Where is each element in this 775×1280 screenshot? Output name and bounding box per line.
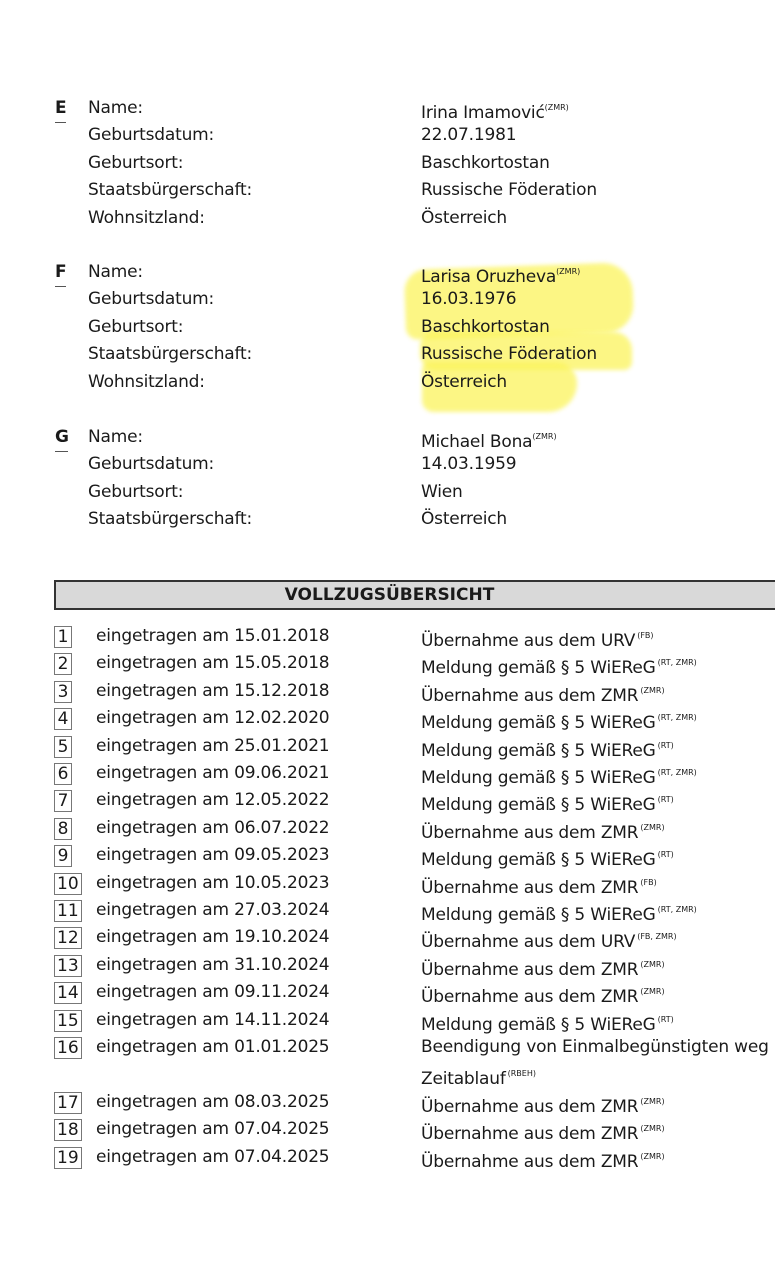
entry-number: 6 xyxy=(54,763,72,785)
field-value-text: Baschkortostan xyxy=(421,153,550,173)
field-value xyxy=(421,454,516,474)
field-value xyxy=(421,262,580,287)
entry-number: 17 xyxy=(54,1092,82,1114)
entry-description xyxy=(421,873,657,898)
entry-date: eingetragen am 14.11.2024 xyxy=(96,1010,330,1030)
entry-number: 11 xyxy=(54,900,82,922)
field-value xyxy=(421,317,550,337)
entry-description-continued xyxy=(421,1064,536,1089)
entry-number: 19 xyxy=(54,1147,82,1169)
entry-date: eingetragen am 07.04.2025 xyxy=(96,1119,330,1139)
entry-date: eingetragen am 08.03.2025 xyxy=(96,1092,330,1112)
entry-date: eingetragen am 01.01.2025 xyxy=(96,1037,330,1057)
source-note: (ZMR) xyxy=(556,267,581,276)
field-value-text: Baschkortostan xyxy=(421,317,550,337)
entry-description-text: Übernahme aus dem ZMR xyxy=(421,823,639,843)
entry-description xyxy=(421,818,665,843)
field-label: Geburtsdatum: xyxy=(88,289,215,309)
entry-description xyxy=(421,790,674,815)
entry-description-text: Übernahme aus dem ZMR xyxy=(421,1097,639,1117)
entry-description xyxy=(421,1092,665,1117)
entry-description xyxy=(421,955,665,980)
source-note: (ZMR) xyxy=(640,686,665,695)
field-value-text: Österreich xyxy=(421,208,507,228)
source-note: (RT, ZMR) xyxy=(657,658,697,667)
entry-date: eingetragen am 09.11.2024 xyxy=(96,982,330,1002)
entry-description xyxy=(421,763,697,788)
entry-description-text: Übernahme aus dem ZMR xyxy=(421,1152,639,1172)
entry-description-text: Meldung gemäß § 5 WiEReG xyxy=(421,1015,656,1035)
vollzug-header xyxy=(54,580,775,610)
entry-description-text: Zeitablauf xyxy=(421,1069,506,1089)
source-note: (ZMR) xyxy=(640,823,665,832)
source-note: (ZMR) xyxy=(544,103,569,112)
entry-description-text: Meldung gemäß § 5 WiEReG xyxy=(421,741,656,761)
field-label: Staatsbürgerschaft: xyxy=(88,509,252,529)
source-note: (ZMR) xyxy=(640,1152,665,1161)
entry-number: 2 xyxy=(54,653,72,675)
field-value xyxy=(421,372,507,392)
person-letter: G xyxy=(55,427,69,447)
field-value-text: 16.03.1976 xyxy=(421,289,517,309)
field-value xyxy=(421,208,507,228)
entry-number: 10 xyxy=(54,873,82,895)
entry-description xyxy=(421,900,697,925)
entry-description-text: Übernahme aus dem ZMR xyxy=(421,686,639,706)
entry-date: eingetragen am 15.01.2018 xyxy=(96,626,330,646)
source-note: (ZMR) xyxy=(532,432,557,441)
person-letter: E xyxy=(55,98,67,118)
field-label: Name: xyxy=(88,262,143,282)
source-note: (RT) xyxy=(657,741,674,750)
source-note: (FB) xyxy=(637,631,654,640)
field-value-text: Wien xyxy=(421,482,463,502)
entry-number: 16 xyxy=(54,1037,82,1059)
entry-number: 18 xyxy=(54,1119,82,1141)
field-value xyxy=(421,125,516,145)
entry-date: eingetragen am 31.10.2024 xyxy=(96,955,330,975)
field-label: Geburtsdatum: xyxy=(88,454,215,474)
entry-description-text: Übernahme aus dem URV xyxy=(421,932,636,952)
source-note: (RT, ZMR) xyxy=(657,713,697,722)
entry-date: eingetragen am 07.04.2025 xyxy=(96,1147,330,1167)
field-label: Name: xyxy=(88,98,143,118)
person-letter: F xyxy=(55,262,67,282)
field-label: Geburtsort: xyxy=(88,482,184,502)
entry-number: 15 xyxy=(54,1010,82,1032)
entry-date: eingetragen am 25.01.2021 xyxy=(96,736,330,756)
entry-description xyxy=(421,1037,769,1057)
source-note: (ZMR) xyxy=(640,987,665,996)
field-value-text: 22.07.1981 xyxy=(421,125,517,145)
entry-description xyxy=(421,1119,665,1144)
field-value xyxy=(421,344,597,364)
field-value xyxy=(421,180,597,200)
entry-description-text: Übernahme aus dem ZMR xyxy=(421,878,639,898)
field-value-text: Österreich xyxy=(421,509,507,529)
entry-description-text: Übernahme aus dem ZMR xyxy=(421,1124,639,1144)
field-value xyxy=(421,482,463,502)
entry-date: eingetragen am 10.05.2023 xyxy=(96,873,330,893)
entry-date: eingetragen am 09.05.2023 xyxy=(96,845,330,865)
entry-description-text: Übernahme aus dem ZMR xyxy=(421,987,639,1007)
entry-number: 3 xyxy=(54,681,72,703)
field-label: Staatsbürgerschaft: xyxy=(88,344,252,364)
entry-description xyxy=(421,927,677,952)
entry-number: 13 xyxy=(54,955,82,977)
field-value xyxy=(421,509,507,529)
source-note: (RT) xyxy=(657,850,674,859)
source-note: (RT) xyxy=(657,795,674,804)
entry-date: eingetragen am 15.12.2018 xyxy=(96,681,330,701)
entry-date: eingetragen am 06.07.2022 xyxy=(96,818,330,838)
entry-number: 14 xyxy=(54,982,82,1004)
entry-date: eingetragen am 12.05.2022 xyxy=(96,790,330,810)
field-value xyxy=(421,289,516,309)
field-label: Wohnsitzland: xyxy=(88,208,205,228)
field-value xyxy=(421,98,569,123)
entry-description-text: Meldung gemäß § 5 WiEReG xyxy=(421,905,656,925)
source-note: (ZMR) xyxy=(640,960,665,969)
entry-date: eingetragen am 15.05.2018 xyxy=(96,653,330,673)
entry-date: eingetragen am 27.03.2024 xyxy=(96,900,330,920)
field-value-text: Irina Imamović xyxy=(421,103,545,123)
source-note: (RT, ZMR) xyxy=(657,768,697,777)
field-value-text: Österreich xyxy=(421,372,507,392)
source-note: (FB) xyxy=(640,878,657,887)
source-note: (ZMR) xyxy=(640,1097,665,1106)
entry-description-text: Meldung gemäß § 5 WiEReG xyxy=(421,713,656,733)
source-note: (RBEH) xyxy=(507,1069,536,1078)
entry-number: 9 xyxy=(54,845,72,867)
entry-date: eingetragen am 12.02.2020 xyxy=(96,708,330,728)
entry-description xyxy=(421,708,697,733)
entry-date: eingetragen am 09.06.2021 xyxy=(96,763,330,783)
entry-number: 4 xyxy=(54,708,72,730)
source-note: (ZMR) xyxy=(640,1124,665,1133)
entry-description-text: Übernahme aus dem ZMR xyxy=(421,960,639,980)
entry-description-text: Meldung gemäß § 5 WiEReG xyxy=(421,850,656,870)
entry-description xyxy=(421,626,654,651)
field-label: Geburtsdatum: xyxy=(88,125,215,145)
entry-description-text: Übernahme aus dem URV xyxy=(421,631,636,651)
entry-number: 7 xyxy=(54,790,72,812)
vollzug-title: VOLLZUGSÜBERSICHT xyxy=(284,585,495,605)
field-label: Name: xyxy=(88,427,143,447)
entry-number: 1 xyxy=(54,626,72,648)
entry-date: eingetragen am 19.10.2024 xyxy=(96,927,330,947)
field-value xyxy=(421,153,550,173)
source-note: (FB, ZMR) xyxy=(637,932,677,941)
entry-number: 8 xyxy=(54,818,72,840)
field-value-text: Michael Bona xyxy=(421,432,533,452)
field-label: Geburtsort: xyxy=(88,153,184,173)
field-value-text: 14.03.1959 xyxy=(421,454,517,474)
field-value-text: Russische Föderation xyxy=(421,344,597,364)
field-value-text: Larisa Oruzheva xyxy=(421,267,557,287)
entry-description-text: Beendigung von Einmalbegünstigten weg xyxy=(421,1037,769,1057)
field-value xyxy=(421,427,557,452)
entry-number: 12 xyxy=(54,927,82,949)
entry-number: 5 xyxy=(54,736,72,758)
source-note: (RT, ZMR) xyxy=(657,905,697,914)
entry-description xyxy=(421,1147,665,1172)
field-label: Geburtsort: xyxy=(88,317,184,337)
entry-description-text: Meldung gemäß § 5 WiEReG xyxy=(421,768,656,788)
field-label: Staatsbürgerschaft: xyxy=(88,180,252,200)
entry-description xyxy=(421,982,665,1007)
entry-description xyxy=(421,1010,674,1035)
field-value-text: Russische Föderation xyxy=(421,180,597,200)
entry-description xyxy=(421,681,665,706)
entry-description-text: Meldung gemäß § 5 WiEReG xyxy=(421,795,656,815)
entry-description xyxy=(421,845,674,870)
entry-description xyxy=(421,653,697,678)
entry-description xyxy=(421,736,674,761)
source-note: (RT) xyxy=(657,1015,674,1024)
entry-description-text: Meldung gemäß § 5 WiEReG xyxy=(421,658,656,678)
field-label: Wohnsitzland: xyxy=(88,372,205,392)
